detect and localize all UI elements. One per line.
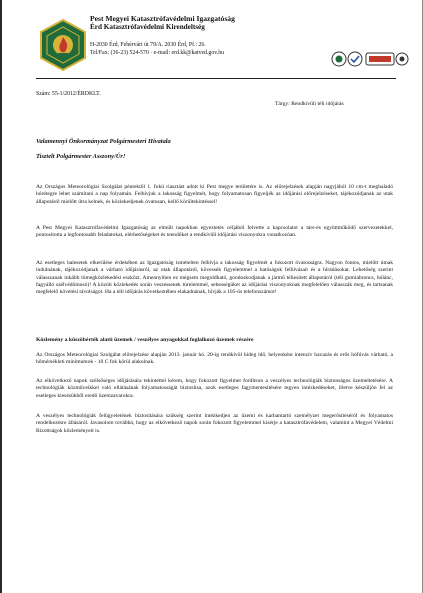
salutation: Tisztelt Polgármester Asszony/Úr! [36,153,126,160]
quality-certification-logo-icon [330,50,410,68]
contact-line: Tel/Fax: (36-23) 524-570 · e-mail: erd.kk@katved.gov.hu [90,49,224,56]
paragraph-weather-alert: Az Országos Meteorológiai Szolgálat péntektől 1. fokú riasztást adott ki Pest megye területére is. Az előrejelzések alapján nagyjából 10 cm-t meghaladó hórétegre lehet számítani a nap folyamán. Felhívjuk a lakosság figyelmét, hogy folyamatosan figyeljék az időjárási előrejelzéseket, tájékozódjanak az utak állapotáról mielőtt útra kelnek, és közlekedjenek óvatosan, kellő körültekintéssel! [36,184,393,205]
section-heading: Közlemény a küszöbérték alatti üzemek / veszélyes anyagokkal foglalkozó üzemek részére [36,337,254,343]
recipient: Valamennyi Önkormányzat Polgármesteri Hivatala [36,138,171,145]
reference-number: Szám: 55-1/2012/ÉRDKLT. [36,91,101,97]
page-left-border [0,0,2,593]
fire-service-emblem-icon [36,18,90,72]
postal-address: H-2030 Érd, Fehérvári út 79/A. 2030 Érd, Pf.: 26. [90,42,206,48]
paragraph-staff-readiness: A veszélyes technológiák felügyeletének biztosítására szükség szerint intézkedjen az üzemi és karbantartó személyzet megerősítéséről és folyamatos rendelkezésre állásáról. Javasolom továbbá, hogy az elkövetkező napok során fokozott figyelemmel kísérje a katasztrófavédelem, valamint a Megyei Védelmi Bizottságok közleményeit is. [36,413,393,434]
letterhead [90,14,330,57]
branch-name: Érd Katasztrófavédelmi Kirendeltség [90,23,205,31]
paragraph-forecast: Az Országos Meteorológiai Szolgálat előrejelzése alapján 2013. január hó. 20-ig rendkívül hideg idő, helyenként intenzív havazás és erős hófúvás várható, a hőmérsékleti minimumok - 10 C fok körül alakulnak. [36,352,393,366]
paragraph-technology-safety: Az elkövetkező napok szélsőséges időjárására tekintettel kérem, hogy fokozott figyelmet fordítson a veszélyes technológiák biztonságos üzemeltetésére. A technológiák közműveikkel való ellátásának folyamatosságát biztosítsa, azok esetleges fagymentesítésére tegyen intézkedéseket, illetve készüljön fel az esetleges kiesésükből eredő üzemzavarokra. [36,378,393,399]
header-divider [36,78,396,79]
paragraph-safety-advice: Az esetleges balesetek elkerülése érdekében az Igazgatóság ismételten felhívja a lakosság figyelmét a fokozott óvatosságra. Nagyon fontos, mielőtt útnak indulnának, tájékozódjanak a várható időjárásról, az utak állapotáról, kövessék figyelemmel a hatóságok felhívásait és a hírádásokat. Lehetőség szerint válasszanak inkább tömegközlekedési eszközt. Amennyiben ez mégsem megoldható, gondoskodjanak a jármű téliesített állapotáról (téli gumiabroncs, hólánc, fagyálló szélvédőmosó)! A közúti közlekedés során veszessenek türelemmel, sebességüket az időjárási viszonyoknak megfelelően válasszák meg, és tartsanak megfelelő követési távolságot. Ha a téli időjárás következtében elakadnának, hívják a 105-ös telefonszámot! [36,260,393,296]
organization-name: Pest Megyei Katasztrófavédelmi Igazgatóság [90,14,235,23]
subject-line: Tárgy: Rendkívüli téli időjárás [275,101,344,107]
paragraph-coordination: A Pest Megyei Katasztrófavédelmi Igazgatóság az elmúlt napokban egyeztetés céljából felvette a kapcsolatot a társ-és együttműködő szervezetekkel, pontosította a legfontosabb feladatokat, elérhetőségeket és teendőket a rendkívüli időjárási viszonyokra vonatkozóan. [36,225,393,239]
